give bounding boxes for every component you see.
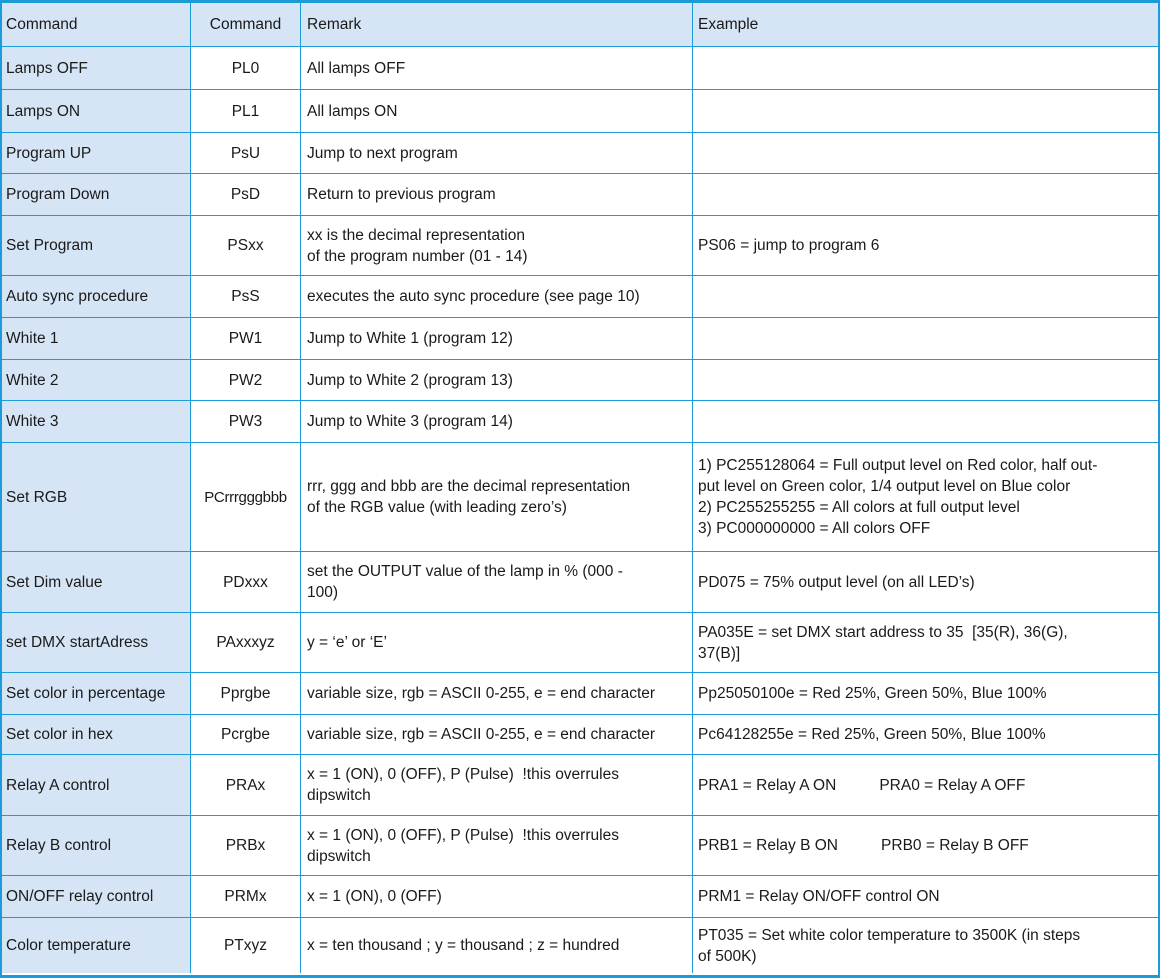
command-code-cell: PCrrrgggbbb bbox=[191, 443, 301, 551]
remark-cell: Jump to White 1 (program 12) bbox=[301, 318, 693, 359]
example-cell: Pc64128255e = Red 25%, Green 50%, Blue 100% bbox=[698, 726, 1046, 743]
command-code-cell: PsU bbox=[191, 133, 301, 173]
command-name-cell: Color temperature bbox=[2, 918, 191, 973]
example-cell: PS06 = jump to program 6 bbox=[698, 237, 880, 254]
command-code-cell: PsS bbox=[191, 276, 301, 317]
remark-cell: x = 1 (ON), 0 (OFF), P (Pulse) !this overrules dipswitch bbox=[301, 816, 693, 875]
table-row bbox=[2, 216, 1158, 276]
remark-cell: variable size, rgb = ASCII 0-255, e = end character bbox=[301, 715, 693, 754]
header-remark: Remark bbox=[301, 3, 693, 46]
command-code-cell: PSxx bbox=[191, 216, 301, 275]
example-cell: PD075 = 75% output level (on all LED’s) bbox=[698, 573, 975, 591]
header-command-name: Command bbox=[2, 3, 191, 46]
example-cell: 1) PC255128064 = Full output level on Red color, half out- put level on Green color, 1/4 output level on Blue color 2) PC255255255 = All colors at full output level 3) PC000000000 = All colors OFF bbox=[698, 457, 1098, 537]
table-row bbox=[2, 360, 1158, 401]
remark-cell: x = 1 (ON), 0 (OFF), P (Pulse) !this overrules dipswitch bbox=[301, 755, 693, 815]
table-row bbox=[2, 276, 1158, 318]
table-row bbox=[2, 174, 1158, 216]
remark-cell: Jump to White 2 (program 13) bbox=[301, 360, 693, 400]
table-header-row bbox=[2, 3, 1158, 47]
command-name-cell: Relay A control bbox=[2, 755, 191, 815]
command-code-cell: PRBx bbox=[191, 816, 301, 875]
example-cell bbox=[693, 174, 1158, 215]
header-command-code: Command bbox=[191, 3, 301, 46]
command-name-cell: Auto sync procedure bbox=[2, 276, 191, 317]
remark-cell: executes the auto sync procedure (see page 10) bbox=[301, 276, 693, 317]
command-name-cell: Set RGB bbox=[2, 443, 191, 551]
table-row bbox=[2, 318, 1158, 360]
table-row bbox=[2, 918, 1158, 973]
example-cell bbox=[693, 276, 1158, 317]
example-cell: PA035E = set DMX start address to 35 [35(R), 36(G), 37(B)] bbox=[698, 623, 1068, 662]
example-cell: PRB1 = Relay B ON PRB0 = Relay B OFF bbox=[698, 837, 1029, 854]
command-name-cell: ON/OFF relay control bbox=[2, 876, 191, 917]
table-row bbox=[2, 552, 1158, 613]
remark-cell: set the OUTPUT value of the lamp in % (000 - 100) bbox=[301, 552, 693, 612]
header-example: Example bbox=[693, 3, 1158, 46]
command-code-cell: PsD bbox=[191, 174, 301, 215]
table-row bbox=[2, 715, 1158, 755]
command-name-cell: Set Program bbox=[2, 216, 191, 275]
command-name-cell: Set color in hex bbox=[2, 715, 191, 754]
remark-cell: xx is the decimal representation of the program number (01 - 14) bbox=[301, 216, 693, 275]
command-code-cell: Pcrgbe bbox=[191, 715, 301, 754]
command-name-cell: Lamps ON bbox=[2, 90, 191, 132]
table-row bbox=[2, 133, 1158, 174]
remark-cell: All lamps ON bbox=[301, 90, 693, 132]
example-cell: Pp25050100e = Red 25%, Green 50%, Blue 100% bbox=[698, 685, 1047, 702]
remark-cell: x = 1 (ON), 0 (OFF) bbox=[301, 876, 693, 917]
command-code-cell: PAxxxyz bbox=[191, 613, 301, 672]
remark-cell: rrr, ggg and bbb are the decimal representation of the RGB value (with leading zero’s) bbox=[301, 443, 693, 551]
table-row bbox=[2, 816, 1158, 876]
remark-cell: Jump to White 3 (program 14) bbox=[301, 401, 693, 442]
command-code-cell: PTxyz bbox=[191, 918, 301, 973]
command-code-cell: PW3 bbox=[191, 401, 301, 442]
command-name-cell: Relay B control bbox=[2, 816, 191, 875]
table-row bbox=[2, 47, 1158, 90]
example-cell bbox=[693, 360, 1158, 400]
example-cell bbox=[693, 47, 1158, 89]
table-row bbox=[2, 443, 1158, 552]
remark-cell: y = ‘e’ or ‘E’ bbox=[301, 613, 693, 672]
command-name-cell: Program UP bbox=[2, 133, 191, 173]
table-row bbox=[2, 90, 1158, 133]
command-name-cell: Lamps OFF bbox=[2, 47, 191, 89]
remark-cell: variable size, rgb = ASCII 0-255, e = end character bbox=[301, 673, 693, 714]
command-name-cell: Program Down bbox=[2, 174, 191, 215]
remark-cell: Return to previous program bbox=[301, 174, 693, 215]
table-row bbox=[2, 673, 1158, 715]
command-name-cell: Set color in percentage bbox=[2, 673, 191, 714]
example-cell bbox=[693, 318, 1158, 359]
command-code-cell: PW1 bbox=[191, 318, 301, 359]
command-code-cell: Pprgbe bbox=[191, 673, 301, 714]
command-name-cell: Set Dim value bbox=[2, 552, 191, 612]
remark-cell: x = ten thousand ; y = thousand ; z = hundred bbox=[301, 918, 693, 973]
example-cell: PT035 = Set white color temperature to 3500K (in steps of 500K) bbox=[698, 926, 1081, 965]
command-name-cell: White 2 bbox=[2, 360, 191, 400]
command-name-cell: set DMX startAdress bbox=[2, 613, 191, 672]
command-code-cell: PRAx bbox=[191, 755, 301, 815]
command-code-cell: PL0 bbox=[191, 47, 301, 89]
command-name-cell: White 1 bbox=[2, 318, 191, 359]
table-row bbox=[2, 613, 1158, 673]
remark-cell: All lamps OFF bbox=[301, 47, 693, 89]
example-cell bbox=[693, 90, 1158, 132]
example-cell: PRA1 = Relay A ON PRA0 = Relay A OFF bbox=[698, 776, 1026, 794]
table-row bbox=[2, 755, 1158, 816]
example-cell bbox=[693, 133, 1158, 173]
remark-cell: Jump to next program bbox=[301, 133, 693, 173]
command-code-cell: PL1 bbox=[191, 90, 301, 132]
table-row bbox=[2, 876, 1158, 918]
table-row bbox=[2, 401, 1158, 443]
command-code-cell: PRMx bbox=[191, 876, 301, 917]
example-cell: PRM1 = Relay ON/OFF control ON bbox=[698, 888, 940, 905]
command-code-cell: PW2 bbox=[191, 360, 301, 400]
example-cell bbox=[693, 401, 1158, 442]
command-name-cell: White 3 bbox=[2, 401, 191, 442]
command-code-cell: PDxxx bbox=[191, 552, 301, 612]
